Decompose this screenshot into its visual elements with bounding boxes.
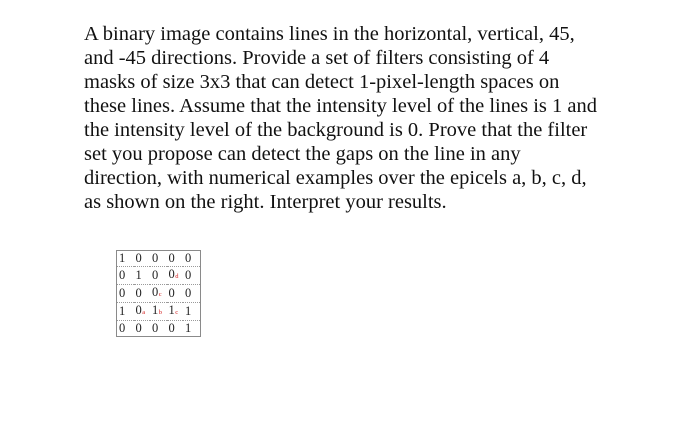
matrix-cell <box>167 321 184 337</box>
pixel-value: 0 <box>135 251 142 265</box>
matrix-cell <box>183 251 200 267</box>
matrix-cell <box>150 303 167 321</box>
pixel-value: 1 <box>119 251 126 265</box>
matrix-cell <box>134 285 151 303</box>
matrix-cell <box>117 303 134 321</box>
pixel-matrix <box>116 250 201 337</box>
pixel-value: 0 <box>152 285 159 299</box>
matrix-cell <box>167 303 184 321</box>
pixel-value: 0 <box>119 321 126 335</box>
pixel-value: 0 <box>135 286 142 300</box>
matrix-cell <box>117 285 134 303</box>
pixel-value: 1 <box>185 304 192 318</box>
pixel-value: 0 <box>152 321 159 335</box>
pixel-value: 0 <box>152 251 159 265</box>
pixel-value: 1 <box>185 321 192 335</box>
pixel-matrix-body <box>117 251 201 337</box>
matrix-cell <box>117 251 134 267</box>
matrix-cell <box>167 267 184 285</box>
pixel-value: 0 <box>135 321 142 335</box>
epicel-label: c <box>175 309 179 316</box>
matrix-cell <box>117 321 134 337</box>
matrix-cell <box>167 251 184 267</box>
question-line: and -45 directions. Provide a set of filters consisting of 4 <box>84 47 550 69</box>
matrix-cell <box>183 303 200 321</box>
pixel-value: 1 <box>119 304 126 318</box>
epicel-label: d <box>175 273 179 280</box>
question-line: these lines. Assume that the intensity level of the lines is 1 and <box>84 95 597 117</box>
pixel-value: 1 <box>152 303 159 317</box>
matrix-row <box>117 267 201 285</box>
epicel-label: c <box>158 291 162 298</box>
pixel-value: 1 <box>168 303 175 317</box>
matrix-row <box>117 321 201 337</box>
matrix-cell <box>134 321 151 337</box>
matrix-row <box>117 285 201 303</box>
question-line: masks of size 3x3 that can detect 1-pixel-length spaces on <box>84 71 560 93</box>
pixel-value: 0 <box>119 268 126 282</box>
pixel-value: 0 <box>168 251 175 265</box>
matrix-cell <box>150 285 167 303</box>
epicel-label: b <box>158 309 162 316</box>
pixel-value: 0 <box>168 267 175 281</box>
question-text <box>84 22 644 214</box>
matrix-row <box>117 303 201 321</box>
pixel-value: 0 <box>168 286 175 300</box>
pixel-value: 0 <box>168 321 175 335</box>
pixel-value: 0 <box>185 286 192 300</box>
question-line: as shown on the right. Interpret your results. <box>84 191 447 213</box>
matrix-cell <box>150 251 167 267</box>
pixel-value: 0 <box>185 251 192 265</box>
matrix-cell <box>117 267 134 285</box>
question-line: the intensity level of the background is 0. Prove that the filter <box>84 119 588 141</box>
epicel-label: a <box>142 309 146 316</box>
matrix-cell <box>183 285 200 303</box>
matrix-cell <box>150 267 167 285</box>
pixel-value: 0 <box>185 268 192 282</box>
matrix-cell <box>134 251 151 267</box>
pixel-value: 0 <box>152 268 159 282</box>
question-line: A binary image contains lines in the horizontal, vertical, 45, <box>84 23 575 45</box>
pixel-value: 0 <box>135 303 142 317</box>
question-line: set you propose can detect the gaps on the line in any <box>84 143 521 165</box>
question-line: direction, with numerical examples over the epicels a, b, c, d, <box>84 167 587 189</box>
matrix-cell <box>183 321 200 337</box>
pixel-value: 1 <box>135 268 142 282</box>
matrix-cell <box>150 321 167 337</box>
pixel-value: 0 <box>119 286 126 300</box>
matrix-cell <box>167 285 184 303</box>
matrix-cell <box>134 267 151 285</box>
matrix-cell <box>183 267 200 285</box>
matrix-cell <box>134 303 151 321</box>
matrix-row <box>117 251 201 267</box>
